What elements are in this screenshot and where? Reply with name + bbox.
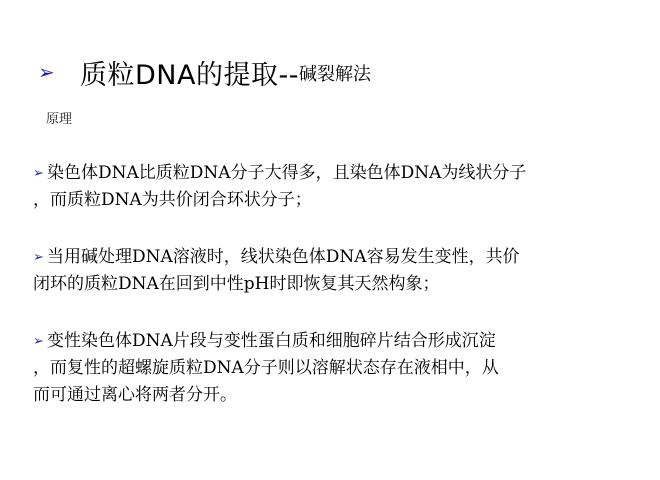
arrowhead-bullet-icon: ➢: [38, 60, 55, 84]
slide-title: [38, 52, 371, 92]
bullet-line: 而可通过离心将两者分开。: [33, 385, 237, 405]
arrowhead-bullet-icon: ➢: [33, 250, 44, 265]
bullet-item-2: [33, 244, 633, 298]
title-sub: 碱裂解法: [298, 64, 371, 85]
arrowhead-bullet-icon: ➢: [33, 166, 44, 181]
bullet-item-1: [33, 160, 633, 214]
bullet-line: [33, 328, 633, 355]
bullet-list: [33, 160, 633, 439]
bullet-line: [33, 244, 633, 271]
bullet-line: ，而复性的超螺旋质粒DNA分子则以溶解状态存在液相中，从: [33, 358, 499, 378]
bullet-item-3: [33, 328, 633, 409]
subtitle: 原理: [46, 112, 73, 127]
bullet-line: ，而质粒DNA为共价闭合环状分子；: [33, 190, 312, 210]
bullet-text: 染色体DNA比质粒DNA分子大得多，且染色体DNA为线状分子: [47, 163, 527, 183]
bullet-text: 变性染色体DNA片段与变性蛋白质和细胞碎片结合形成沉淀: [47, 331, 496, 351]
bullet-line: [33, 160, 633, 187]
bullet-line: 闭环的质粒DNA在回到中性pH时即恢复其天然构象；: [33, 274, 440, 294]
title-main: 质粒DNA的提取--: [80, 59, 299, 91]
bullet-text: 当用碱处理DNA溶液时，线状染色体DNA容易发生变性，共价: [47, 247, 520, 267]
arrowhead-bullet-icon: ➢: [33, 334, 44, 349]
